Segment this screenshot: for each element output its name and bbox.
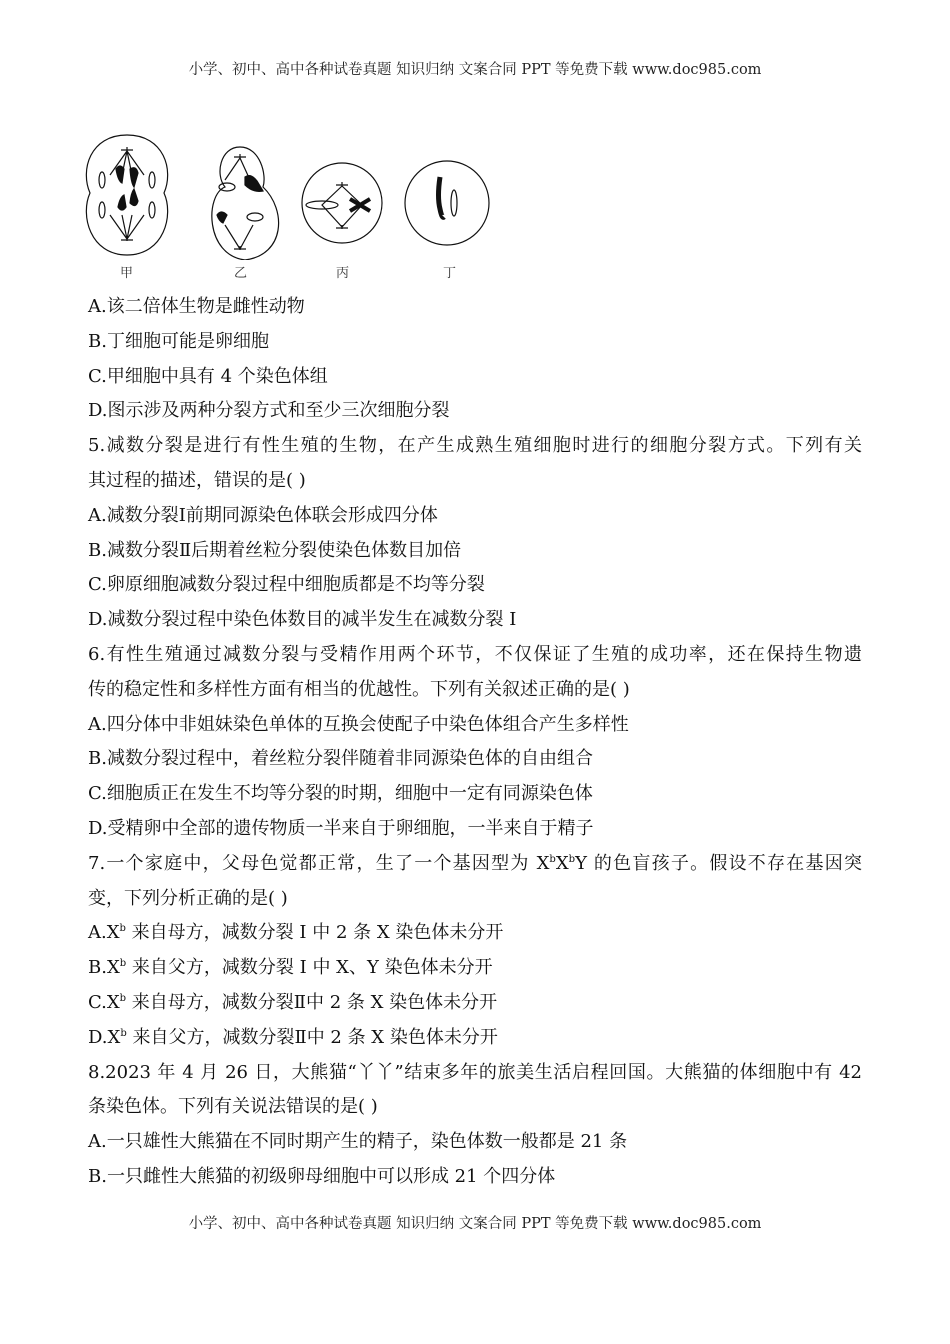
cell-ding	[405, 161, 489, 245]
text-segment: C.细胞质正在发生不均等分裂的时期，细胞中一定有同源染色体	[88, 783, 593, 805]
text-line	[88, 1021, 862, 1056]
text-line	[88, 1160, 862, 1195]
text-line	[88, 1090, 862, 1125]
text-segment: C.卵原细胞减数分裂过程中细胞质都是不均等分裂	[88, 574, 485, 596]
text-segment: D.受精卵中全部的遗传物质一半来自于卵细胞，一半来自于精子	[88, 817, 594, 839]
cell-jia	[86, 135, 167, 255]
label-bing: 丙	[336, 266, 350, 281]
text-segment: A.该二倍体生物是雌性动物	[88, 296, 305, 317]
text-segment: A.X	[88, 922, 120, 944]
text-line	[88, 499, 862, 534]
text-segment: C.甲细胞中具有 4 个染色体组	[88, 365, 328, 387]
text-segment: 来自母方，减数分裂Ⅱ中 2 条 X 染色体未分开	[126, 991, 498, 1013]
label-yi: 乙	[234, 266, 248, 281]
text-segment: D.X	[88, 1026, 121, 1048]
text-line	[88, 742, 862, 777]
cell-bing	[302, 163, 382, 243]
text-segment: 来自父方，减数分裂Ⅱ中 2 条 X 染色体未分开	[126, 1026, 498, 1048]
text-segment: D.减数分裂过程中染色体数目的减半发生在减数分裂 I	[88, 609, 517, 631]
text-line	[88, 360, 862, 395]
text-line	[88, 916, 862, 951]
text-line	[88, 777, 862, 812]
text-segment: A.减数分裂Ⅰ前期同源染色体联会形成四分体	[88, 504, 438, 526]
text-segment: 条染色体。下列有关说法错误的是( )	[88, 1096, 378, 1118]
text-segment: 变，下列分析正确的是( )	[88, 887, 288, 909]
text-segment: Y 的色盲孩子。假设不存在基因突	[575, 852, 862, 874]
text-line	[88, 847, 862, 882]
superscript: b	[119, 923, 126, 935]
text-line	[88, 290, 862, 325]
text-line	[88, 708, 862, 743]
superscript: b	[549, 853, 556, 865]
text-segment: B.X	[88, 957, 120, 979]
text-segment: X	[555, 852, 569, 874]
label-jia: 甲	[120, 266, 134, 281]
text-line	[88, 534, 862, 569]
text-line	[88, 429, 862, 464]
question-text	[88, 290, 862, 1195]
text-segment: 6.有性生殖通过减数分裂与受精作用两个环节，不仅保证了生殖的成功率，还在保持生物遗	[88, 643, 862, 665]
superscript: b	[568, 853, 576, 865]
cell-yi	[212, 147, 279, 260]
text-line	[88, 325, 862, 360]
text-line	[88, 603, 862, 638]
text-segment: 来自父方，减数分裂 I 中 X、Y 染色体未分开	[126, 957, 493, 979]
page-header: 小学、初中、高中各种试卷真题 知识归纳 文案合同 PPT 等免费下载 www.doc985.com	[188, 62, 762, 78]
text-segment: 其过程的描述，错误的是( )	[88, 469, 306, 491]
text-line	[88, 394, 862, 429]
text-segment: 来自母方，减数分裂 I 中 2 条 X 染色体未分开	[125, 922, 504, 944]
text-segment: B.丁细胞可能是卵细胞	[88, 330, 269, 352]
text-line	[88, 1056, 862, 1091]
text-line	[88, 986, 862, 1021]
label-ding: 丁	[443, 266, 457, 281]
text-segment: D.图示涉及两种分裂方式和至少三次细胞分裂	[88, 400, 450, 422]
cell-division-figure	[80, 125, 500, 260]
superscript: b	[119, 992, 127, 1004]
text-segment: 8.2023 年 4 月 26 日，大熊猫“丫丫”结束多年的旅美生活启程回国。大熊猫的体细胞中有 42	[88, 1061, 862, 1083]
text-segment: B.减数分裂Ⅱ后期着丝粒分裂使染色体数目加倍	[88, 539, 462, 561]
text-line	[88, 638, 862, 673]
text-line	[88, 951, 862, 986]
text-segment: B.减数分裂过程中，着丝粒分裂伴随着非同源染色体的自由组合	[88, 748, 593, 770]
text-line	[88, 464, 862, 499]
text-line	[88, 568, 862, 603]
text-segment: 7.一个家庭中，父母色觉都正常，生了一个基因型为 X	[88, 852, 550, 874]
text-segment: C.X	[88, 991, 120, 1013]
page-footer: 小学、初中、高中各种试卷真题 知识归纳 文案合同 PPT 等免费下载 www.doc985.com	[188, 1216, 762, 1232]
text-segment: A.四分体中非姐妹染色单体的互换会使配子中染色体组合产生多样性	[88, 713, 629, 735]
text-segment: 5.减数分裂是进行有性生殖的生物，在产生成熟生殖细胞时进行的细胞分裂方式。下列有关	[88, 435, 862, 457]
text-line	[88, 882, 862, 917]
superscript: b	[120, 1027, 127, 1039]
text-line	[88, 1125, 862, 1160]
text-line	[88, 812, 862, 847]
text-segment: B.一只雌性大熊猫的初级卵母细胞中可以形成 21 个四分体	[88, 1165, 556, 1187]
text-segment: A.一只雄性大熊猫在不同时期产生的精子，染色体数一般都是 21 条	[88, 1131, 628, 1153]
text-segment: 传的稳定性和多样性方面有相当的优越性。下列有关叙述正确的是( )	[88, 678, 630, 700]
superscript: b	[119, 958, 127, 970]
text-line	[88, 673, 862, 708]
